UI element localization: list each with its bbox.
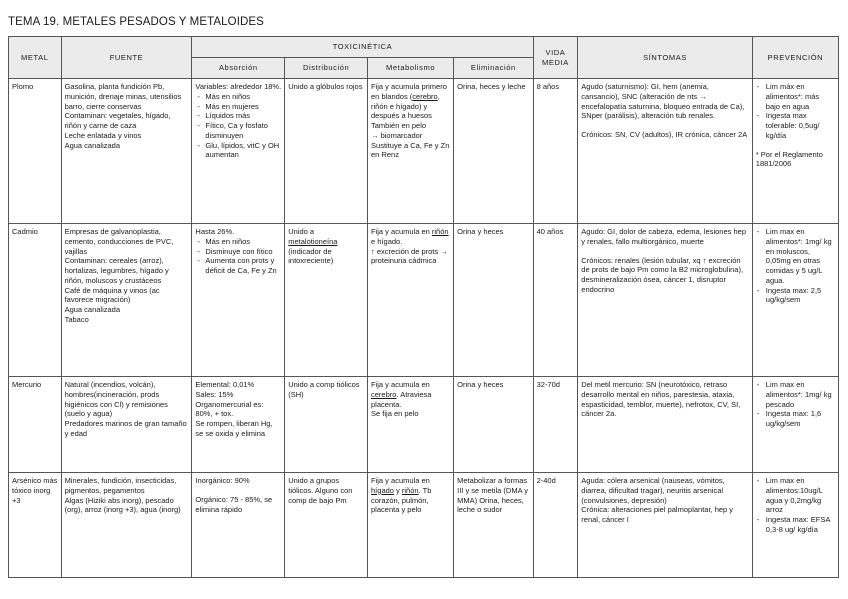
- sintomas-chronic: Crónica: alteraciones piel palmoplantar, hep y renal, cáncer I: [581, 505, 734, 524]
- header-metabolismo: Metabolismo: [368, 58, 454, 79]
- absorcion-item: - Más en mujeres: [205, 102, 281, 112]
- absorcion-cell: [192, 377, 285, 473]
- metabolismo-text: Fija y acumula primero en blandos (: [371, 82, 447, 101]
- absorcion-line: Elemental: 0,01%: [195, 380, 255, 389]
- table-row-arsenico: [9, 473, 839, 578]
- absorcion-line: Sales: 15%: [195, 389, 234, 399]
- metal-cell: Mercurio: [9, 377, 62, 473]
- header-prevencion: PREVENCIÓN: [752, 37, 838, 79]
- page-title: TEMA 19. METALES PESADOS Y METALOIDES: [8, 16, 264, 28]
- fuente-line: hombres(incineración, prods higiénicos con Cl) y remisiones (suelo y agua): [64, 389, 168, 419]
- metal-cell: Plomo: [9, 79, 62, 224]
- metabolismo-text: e hígado.: [371, 236, 403, 246]
- distribucion-cell: Unido a comp tiólicos (SH): [285, 377, 368, 473]
- fuente-line: Empresas de galvanoplastia, cemento, conducciones de PVC, vajillas: [64, 227, 174, 256]
- metal-cell: Arsénico más tóxico inorg +3: [9, 473, 62, 578]
- fuente-line: Gasolina, planta fundición Pb, munición, drenaje minas, utensilios barro, cierre conservas: [64, 82, 182, 111]
- absorcion-item: - Glu, lípidos, vitC y OH aumentan: [205, 141, 281, 161]
- metabolismo-cell: [368, 79, 454, 224]
- sintomas-chronic: Crónicos: renales (lesión tubular, xq ↑ excreción de prots de bajo Pm como la B2 microglobulina), desmineralización ósea, cáncer 1, disruptor endocrino: [581, 255, 744, 294]
- metabolismo-text: . Tb corazón, pulmón, placenta y pelo: [371, 485, 432, 515]
- fuente-line: Predadores marinos de gran tamaño y edad: [64, 419, 187, 438]
- metals-table: [8, 36, 839, 578]
- prevencion-note: * Por el Reglamento 1881/2006: [755, 149, 823, 169]
- sintomas-chronic: Crónicos: SN, CV (adultos), IR crónica, cáncer 2A: [581, 130, 748, 139]
- metabolismo-text: y: [393, 485, 402, 495]
- prevencion-cell: [752, 224, 838, 377]
- absorcion-cell: [192, 473, 285, 578]
- fuente-line: Contaminan: cereales (arroz), hortalizas, legumbres, hígado y riñón, moluscos y crustáceos: [64, 256, 169, 285]
- fuente-line: Tabaco: [64, 314, 89, 324]
- fuente-line: Agua canalizada: [64, 305, 121, 314]
- header-fuente: FUENTE: [61, 37, 192, 79]
- table-row-mercurio: [9, 377, 839, 473]
- distribucion-cell: Unido a glóbulos rojos: [285, 79, 368, 224]
- absorcion-line: Inorgánico: 90%: [195, 476, 250, 485]
- distribucion-cell: [285, 224, 368, 377]
- absorcion-intro: Hasta 26%.: [195, 227, 235, 236]
- metabolismo-extra: También en pelo: [371, 121, 427, 130]
- metabolismo-text: . Atraviesa placenta.: [371, 389, 432, 409]
- absorcion-line: Orgánico: 75 - 85%, se elimina rápido: [195, 494, 273, 514]
- absorcion-item: - Aumenta con prots y déficit de Ca, Fe y Zn: [205, 256, 281, 276]
- vida-media-cell: 40 años: [533, 224, 578, 377]
- fuente-line: Contaminan: vegetales, hígado, riñón y carne de caza: [64, 111, 171, 130]
- metabolismo-text: Fija y acumula en: [371, 380, 430, 389]
- eliminacion-cell: Orina y heces: [454, 224, 533, 377]
- distribucion-cell: Unido a grupos tiólicos. Alguno con comp de bajo Pm: [285, 473, 368, 578]
- fuente-line: Minerales, fundición, insecticidas, pigmentos, pegamentos: [64, 476, 177, 495]
- metabolismo-text: , riñón e hígado) y después a huesos: [371, 91, 440, 121]
- metabolismo-organ: hígado: [371, 485, 394, 495]
- absorcion-cell: [192, 79, 285, 224]
- prevencion-cell: [752, 377, 838, 473]
- fuente-line: Leche enlatada y vinos: [64, 130, 142, 140]
- sintomas-acute: Agudo (saturnismo): GI, hem (anemia, cansancio), SNC (alteración de nts → encefalopatía saturnina, bloqueo entrada de Ca), SNper (parálisis), alteración tub renales.: [581, 82, 745, 121]
- metabolismo-extra: → biomarcador: [371, 130, 423, 140]
- prevencion-item: - Ingesta max: EFSA 0,3-8 ug/ kg/día: [756, 515, 835, 535]
- header-toxicinetica: TOXICINÉTICA: [192, 37, 533, 58]
- distribucion-protein: metalotioneína: [288, 236, 338, 246]
- absorcion-item: - Líquidos más: [205, 111, 281, 121]
- sintomas-acute: Del metil mercurio: SN (neurotóxico, retraso desarrollo mental en niños, parestesia, ataxia, espasticidad, temblor, muerte), nefrotox, CV, SI, cáncer 2a.: [581, 380, 741, 419]
- table-row-cadmio: [9, 224, 839, 377]
- sintomas-cell: [578, 377, 752, 473]
- prevencion-cell: [752, 473, 838, 578]
- prevencion-item: - Ingesta max tolerable: 0,5ug/ kg/día: [756, 111, 835, 140]
- prevencion-item: - Ingesta max: 2,5 ug/kg/sem: [756, 286, 835, 306]
- header-eliminacion: Eliminación: [454, 58, 533, 79]
- absorcion-item: - Más en niños: [205, 92, 281, 102]
- fuente-line: Algas (Hiziki abs inorg), pescado (org), arroz (inorg +3), agua (inorg): [64, 495, 181, 515]
- metabolismo-extra: Sustituye a Ca, Fe y Zn en Renz: [371, 140, 450, 160]
- table-row-plomo: [9, 79, 839, 224]
- metabolismo-organ: cerebro: [412, 91, 438, 101]
- absorcion-item: - Más en niños: [205, 237, 281, 247]
- sintomas-cell: [578, 79, 752, 224]
- header-metal: METAL: [9, 37, 62, 79]
- sintomas-acute: Agudo: GI, dolor de cabeza, edema, lesiones hep y renales, fallo multiorgánico, muerte: [581, 227, 746, 246]
- metabolismo-cell: [368, 224, 454, 377]
- header-absorcion: Absorción: [192, 58, 285, 79]
- metabolismo-extra: Se fija en pelo: [371, 409, 419, 419]
- fuente-cell: [61, 224, 192, 377]
- fuente-line: Agua canalizada: [64, 140, 121, 150]
- absorcion-cell: [192, 224, 285, 377]
- metabolismo-extra: proteinuria cádmica: [371, 256, 437, 266]
- header-distribucion: Distribución: [285, 58, 368, 79]
- fuente-cell: [61, 79, 192, 224]
- metabolismo-organ: riñón: [401, 485, 419, 495]
- prevencion-item: - Ingesta max: 1,6 ug/kg/sem: [756, 409, 835, 429]
- metabolismo-text: Fija y acumula en: [371, 227, 432, 236]
- metabolismo-cell: [368, 473, 454, 578]
- metabolismo-text: Fija y acumula en: [371, 476, 430, 485]
- vida-media-cell: 8 años: [533, 79, 578, 224]
- eliminacion-cell: Orina y heces: [454, 377, 533, 473]
- metal-cell: Cadmio: [9, 224, 62, 377]
- fuente-cell: [61, 473, 192, 578]
- absorcion-intro: Variables: alrededor 18%.: [195, 82, 282, 91]
- distribucion-text: (indicador de intoxreciente): [288, 246, 334, 266]
- prevencion-item: - Lim max en alimentos*: 1mg/ kg pescado: [756, 380, 835, 409]
- vida-media-cell: 32-70d: [533, 377, 578, 473]
- absorcion-item: - Disminuye con fítico: [205, 247, 281, 257]
- absorcion-item: - Fítico, Ca y fosfato disminuyen: [205, 121, 281, 141]
- distribucion-text: Unido a: [288, 227, 315, 236]
- metabolismo-extra: ↑ excreción de prots →: [371, 246, 448, 256]
- fuente-line: Natural (incendios, volcán),: [64, 380, 156, 389]
- eliminacion-cell: Orina, heces y leche: [454, 79, 533, 224]
- sintomas-cell: [578, 224, 752, 377]
- prevencion-cell: [752, 79, 838, 224]
- fuente-line: Café de máquina y vinos (ac favorece migración): [64, 285, 160, 305]
- sintomas-cell: [578, 473, 752, 578]
- absorcion-line: Se rompen, liberan Hg, se se oxida y elimina: [195, 419, 273, 438]
- sintomas-acute: Aguda: cólera arsenical (nauseas, vómitos, diarrea, dificultad tragar), neuritis arsenical (convulsiones, depresión): [581, 476, 725, 505]
- eliminacion-cell: Metabolizar a formas III y se metila (DMA y MMA) Orina, heces, leche o sudor: [454, 473, 533, 578]
- metabolismo-cell: [368, 377, 454, 473]
- metabolismo-organ: riñón: [431, 227, 449, 236]
- header-sintomas: SÍNTOMAS: [578, 37, 752, 79]
- metabolismo-organ: cerebro: [371, 389, 397, 399]
- vida-media-cell: 2-40d: [533, 473, 578, 578]
- absorcion-line: Organomercurial es: 80%, + tox.: [195, 399, 264, 419]
- header-vida-media: VIDA MEDIA: [533, 37, 578, 79]
- prevencion-item: - Lim max en alimentos*: 1mg/ kg en moluscos, 0,05mg en otras comidas y 5 ug/L agua.: [756, 227, 835, 286]
- prevencion-item: - Lim max en alimentos:10ug/L agua y 0,2mg/kg arroz: [756, 476, 835, 515]
- fuente-cell: [61, 377, 192, 473]
- prevencion-item: - Lim máx en alimentos*: más bajo en agua: [756, 82, 835, 111]
